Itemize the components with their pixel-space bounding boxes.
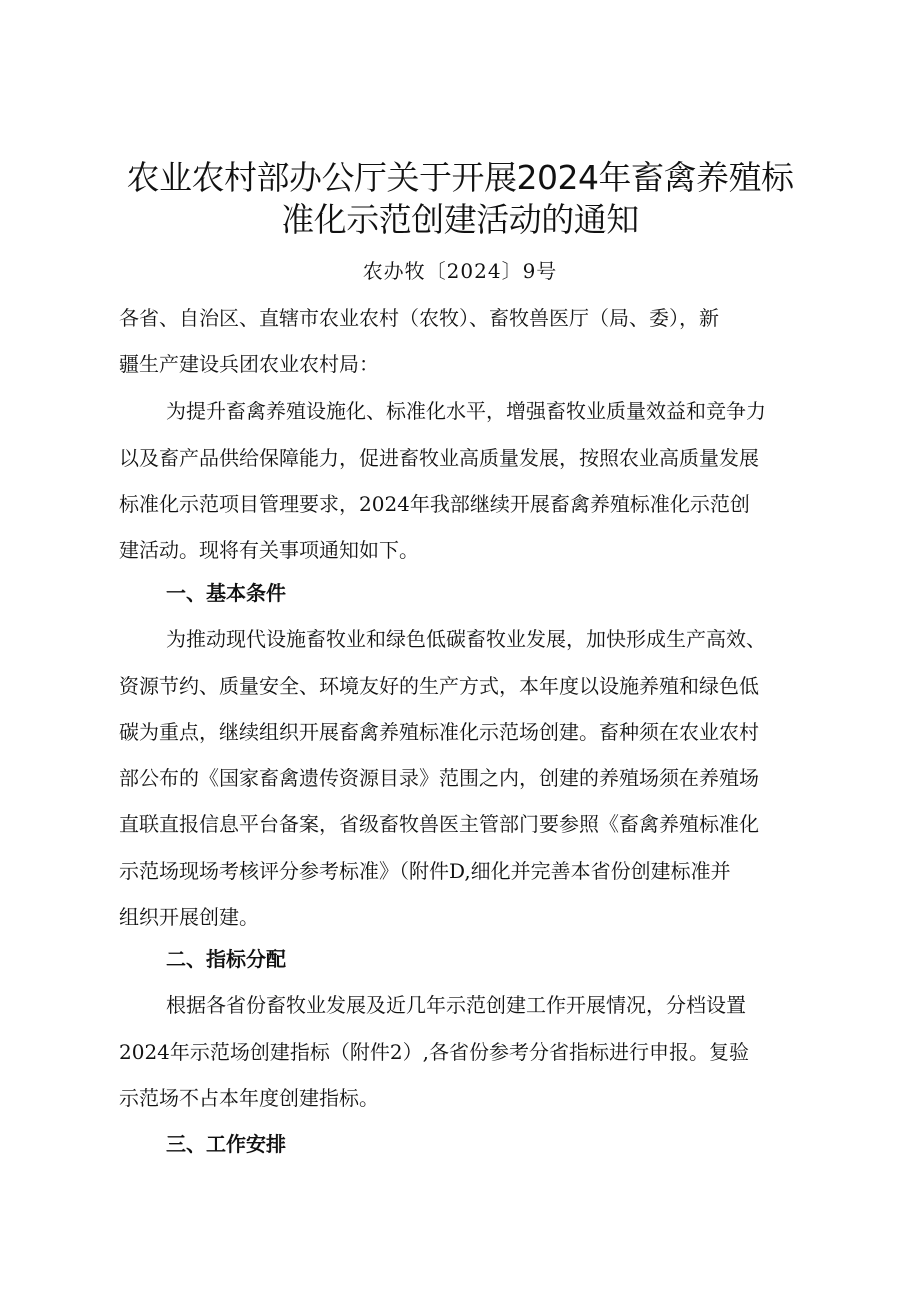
section-2-heading: 二、指标分配	[166, 947, 286, 971]
intro-line-4: 建活动。现将有关事项通知如下。	[119, 538, 419, 562]
document-title-line-2: 准化示范创建活动的通知	[281, 200, 639, 239]
intro-line-3: 标准化示范项目管理要求，2024年我部继续开展畜禽养殖标准化示范创	[119, 492, 750, 516]
section-1-line-7: 组织开展创建。	[119, 905, 259, 929]
intro-line-2: 以及畜产品供给保障能力，促进畜牧业高质量发展，按照农业高质量发展	[119, 446, 759, 470]
section-1-line-5: 直联直报信息平台备案，省级畜牧兽医主管部门要参照《畜禽养殖标准化	[119, 812, 759, 836]
document-title-line-1: 农业农村部办公厅关于开展2024年畜禽养殖标	[126, 158, 794, 197]
section-2-line-3: 示范场不占本年度创建指标。	[119, 1086, 379, 1110]
section-2-line-1: 根据各省份畜牧业发展及近几年示范创建工作开展情况，分档设置	[166, 993, 746, 1017]
section-1-line-3: 碳为重点，继续组织开展畜禽养殖标准化示范场创建。畜种须在农业农村	[119, 720, 759, 744]
address-line-2: 疆生产建设兵团农业农村局：	[119, 352, 379, 376]
address-line-1: 各省、自治区、直辖市农业农村（农牧）、畜牧兽医厅（局、委），新	[119, 306, 719, 330]
section-3-heading: 三、工作安排	[166, 1132, 286, 1156]
intro-line-1: 为提升畜禽养殖设施化、标准化水平，增强畜牧业质量效益和竞争力	[166, 399, 766, 423]
document-number: 农办牧〔2024〕9号	[362, 259, 558, 283]
section-1-heading: 一、基本条件	[166, 581, 286, 605]
section-1-line-4: 部公布的《国家畜禽遗传资源目录》范围之内，创建的养殖场须在养殖场	[119, 766, 759, 790]
section-1-line-6: 示范场现场考核评分参考标准》（附件D,细化并完善本省份创建标准并	[119, 859, 731, 883]
section-2-line-2: 2024年示范场创建指标（附件2）,各省份参考分省指标进行申报。复验	[119, 1040, 749, 1064]
section-1-line-2: 资源节约、质量安全、环境友好的生产方式，本年度以设施养殖和绿色低	[119, 674, 759, 698]
section-1-line-1: 为推动现代设施畜牧业和绿色低碳畜牧业发展，加快形成生产高效、	[166, 627, 766, 651]
